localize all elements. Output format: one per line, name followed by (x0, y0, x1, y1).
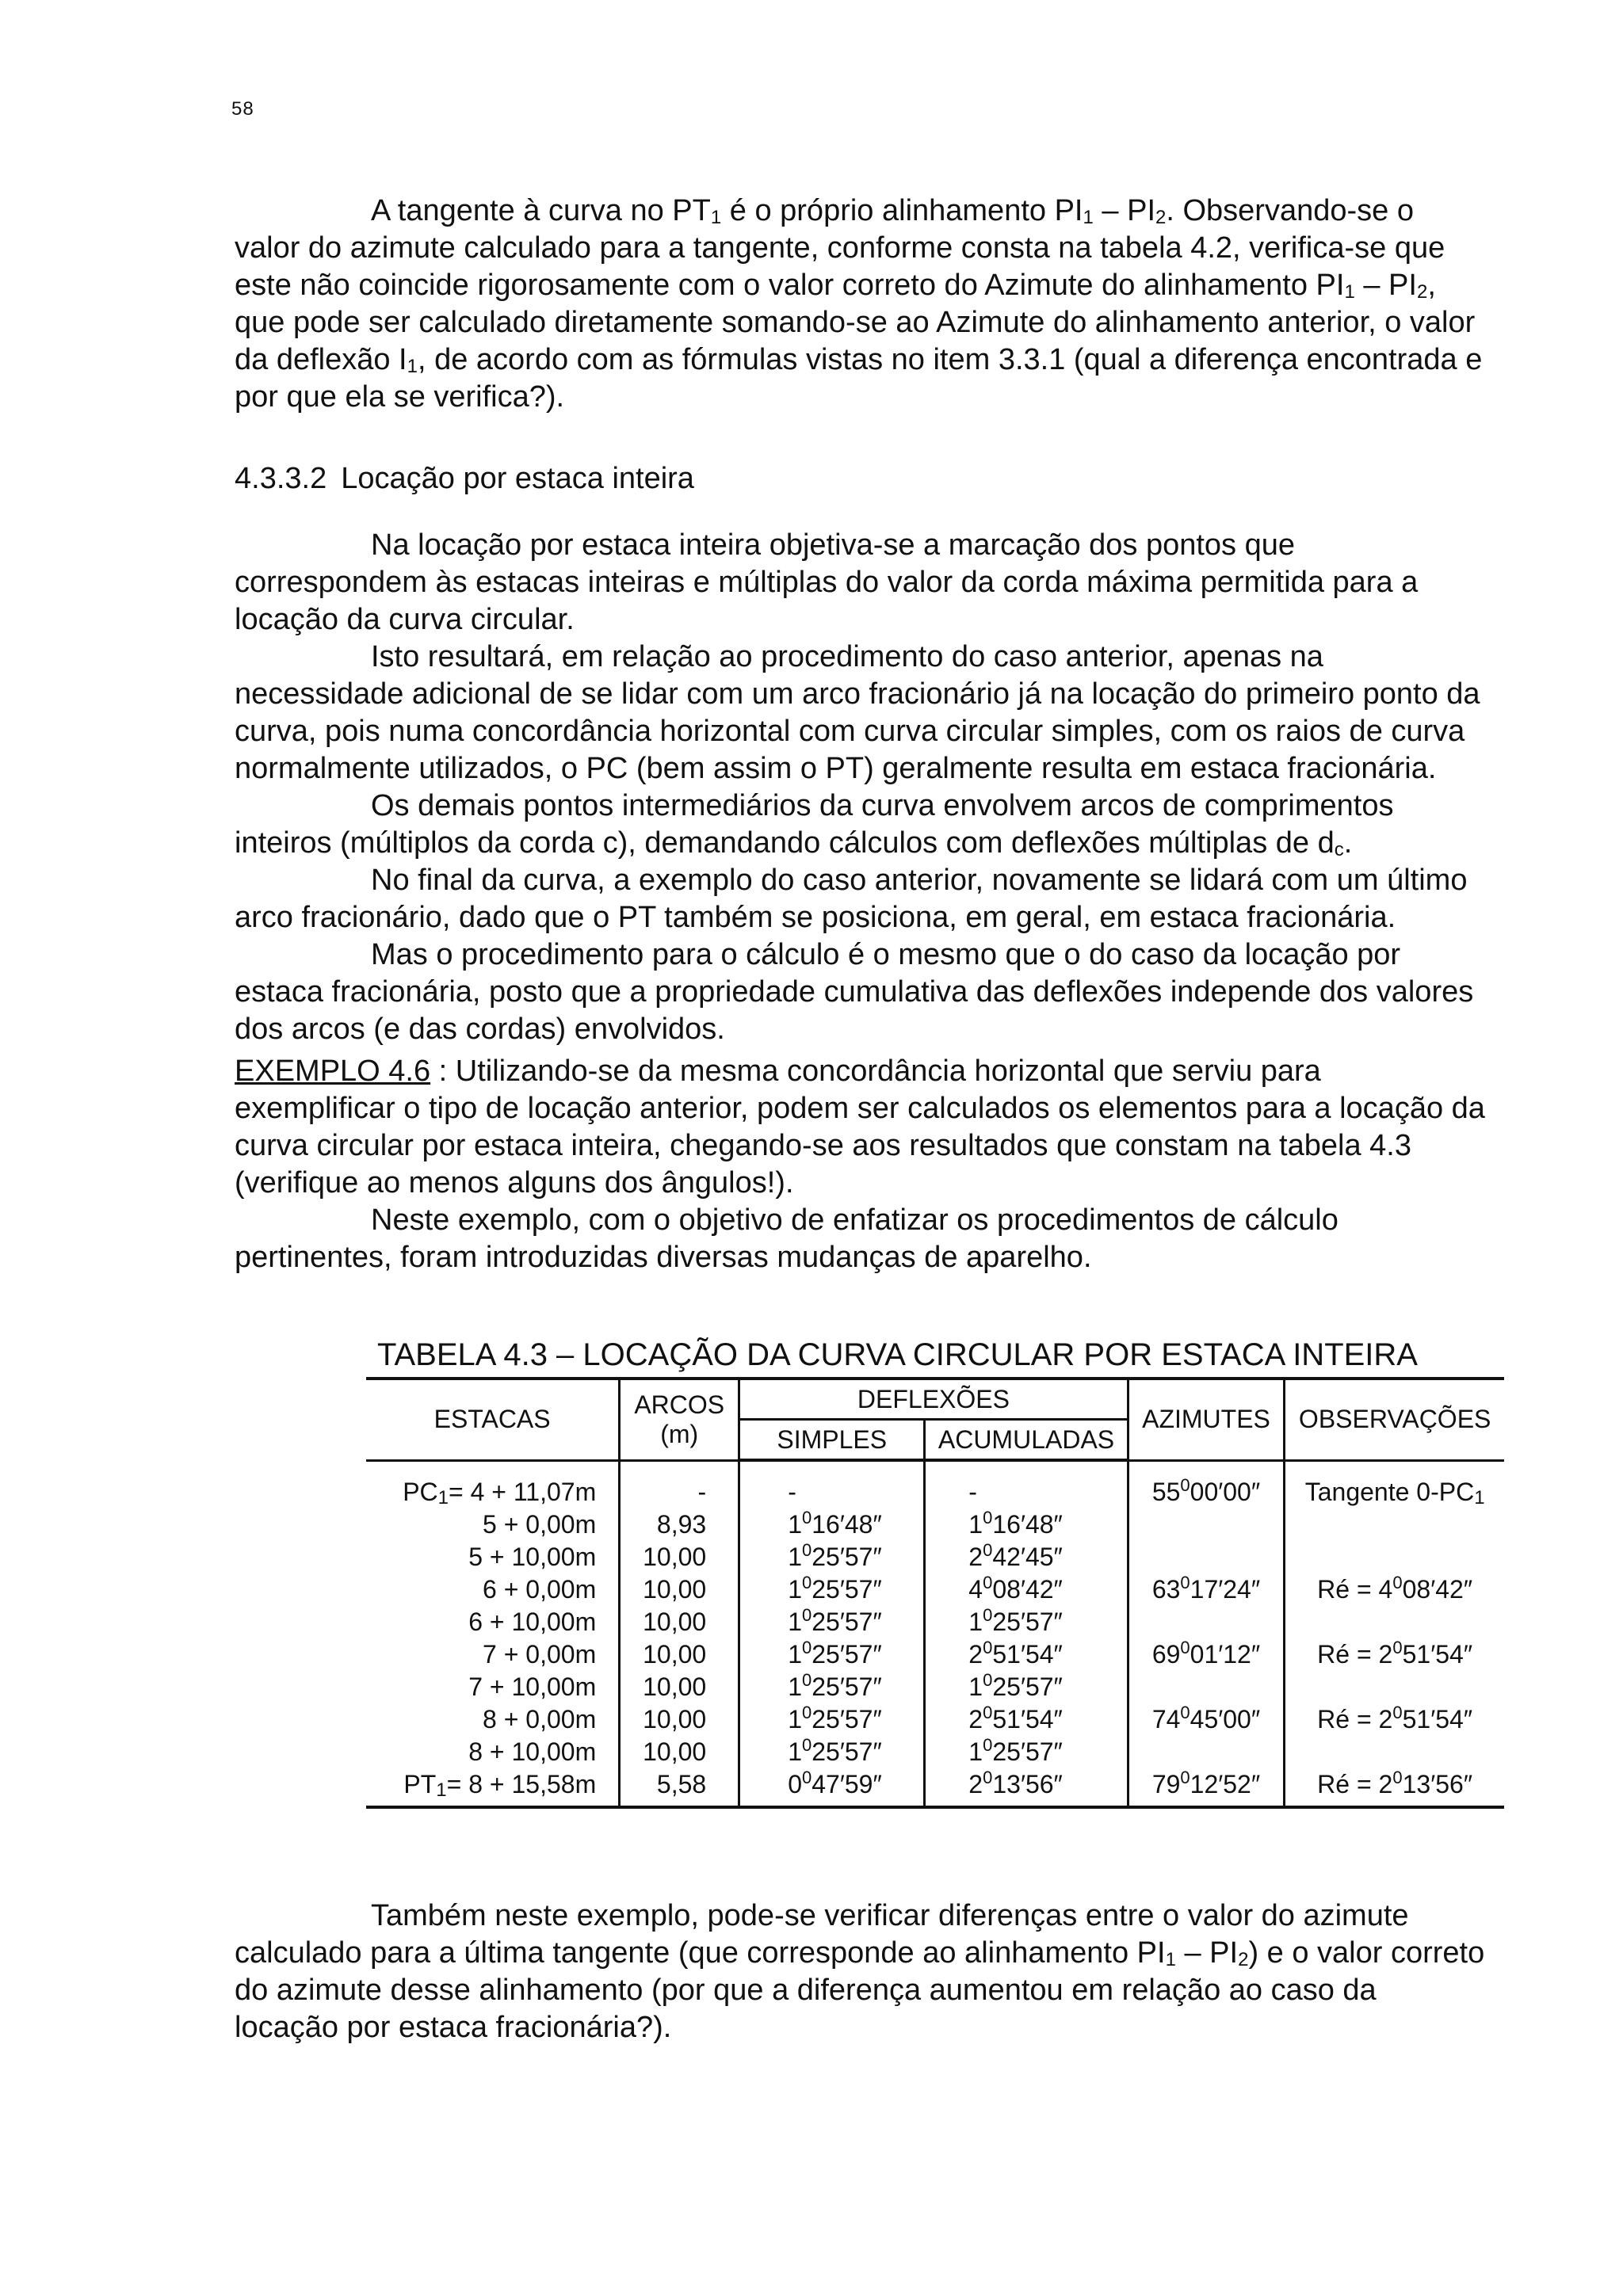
header-estacas: ESTACAS (366, 1379, 620, 1460)
cell-acumuladas: $2^051'54''$ (925, 1703, 1128, 1736)
stake-table (366, 1377, 1504, 1809)
cell-estaca: 8 + 0,00m (366, 1703, 620, 1736)
cell-estaca: 5 + 10,00m (366, 1541, 620, 1573)
header-acumuladas: ACUMULADAS (925, 1420, 1128, 1461)
cell-estaca: 6 + 10,00m (366, 1606, 620, 1638)
body-paragraph-6: Neste exemplo, com o objetivo de enfatizar os procedimentos de cálculo pertinentes, foram introduzidas diversas mudanças de aparelho. (235, 1203, 1338, 1274)
page-number: 58 (231, 98, 254, 120)
cell-acumuladas: $1^016'48''$ (925, 1508, 1128, 1541)
header-simples: SIMPLES (739, 1420, 925, 1461)
cell-acumuladas: - (925, 1460, 1128, 1508)
cell-arco: 10,00 (620, 1573, 739, 1606)
cell-simples: - (739, 1460, 925, 1508)
section-title: Locação por estaca inteira (341, 462, 694, 495)
cell-azimute (1128, 1671, 1285, 1703)
cell-observacao (1285, 1541, 1504, 1573)
table-row (366, 1573, 1504, 1606)
table-row (366, 1460, 1504, 1508)
intro-paragraph (235, 193, 1487, 416)
cell-acumuladas: $2^051'54''$ (925, 1638, 1128, 1671)
table-title: TABELA 4.3 – LOCAÇÃO DA CURVA CIRCULAR POR ESTACA INTEIRA (377, 1337, 1418, 1372)
cell-simples: $1^025'57''$ (739, 1671, 925, 1703)
cell-arco: 10,00 (620, 1736, 739, 1768)
cell-arco: 5,58 (620, 1768, 739, 1807)
table-row (366, 1736, 1504, 1768)
cell-simples: $1^025'57''$ (739, 1573, 925, 1606)
table-row (366, 1508, 1504, 1541)
tangent-paragraph: A tangente à curva no $PT_1$ é o próprio alinhamento $PI_1 - PI_2$. Observando-se o valor do azimute calculado para a tangente, conforme consta na tabela 4.2, verifica-se que este não coincide rigorosamente com o valor correto do Azimute do alinhamento $PI_1 - PI_2$, que pode ser calculado diretamente somando-se ao Azimute do alinhamento anterior, o valor da deflexão $I_1$, de acordo com as fórmulas vistas no item 3.3.1 (qual a diferença encontrada e por que ela se verifica?). (235, 194, 1483, 414)
cell-simples: $1^016'48''$ (739, 1508, 925, 1541)
cell-acumuladas: $4^008'42''$ (925, 1573, 1128, 1606)
table-row (366, 1703, 1504, 1736)
cell-arco: 10,00 (620, 1638, 739, 1671)
cell-estaca: 7 + 0,00m (366, 1638, 620, 1671)
header-deflexoes: DEFLEXÕES (739, 1379, 1128, 1420)
cell-acumuladas: $1^025'57''$ (925, 1671, 1128, 1703)
body-paragraph-5: Mas o procedimento para o cálculo é o mesmo que o do caso da locação por estaca fracionária, posto que a propriedade cumulativa das deflexões independe dos valores dos arcos (e das cordas) envolvidos. (235, 938, 1474, 1046)
cell-azimute: $55^000'00''$ (1128, 1460, 1285, 1508)
header-azimutes: AZIMUTES (1128, 1379, 1285, 1460)
cell-observacao: Ré = $4^008'42''$ (1285, 1573, 1504, 1606)
cell-observacao: Ré = $2^013'56''$ (1285, 1768, 1504, 1807)
cell-arco: 10,00 (620, 1606, 739, 1638)
header-arcos: ARCOS (m) (620, 1379, 739, 1460)
cell-estaca: 6 + 0,00m (366, 1573, 620, 1606)
header-observacoes: OBSERVAÇÕES (1285, 1379, 1504, 1460)
cell-estaca: 8 + 10,00m (366, 1736, 620, 1768)
cell-simples: $0^047'59''$ (739, 1768, 925, 1807)
cell-azimute (1128, 1606, 1285, 1638)
cell-observacao: Ré = $2^051'54''$ (1285, 1638, 1504, 1671)
cell-simples: $1^025'57''$ (739, 1638, 925, 1671)
section-heading (235, 462, 694, 496)
cell-observacao (1285, 1508, 1504, 1541)
cell-observacao (1285, 1671, 1504, 1703)
cell-azimute (1128, 1541, 1285, 1573)
cell-simples: $1^025'57''$ (739, 1541, 925, 1573)
cell-estaca: $PC_1= 4 + 11,07m$ (366, 1460, 620, 1508)
section-number: 4.3.3.2 (235, 462, 327, 495)
example-label: EXEMPLO 4.6 (235, 1055, 431, 1088)
cell-estaca: 5 + 0,00m (366, 1508, 620, 1541)
cell-simples: $1^025'57''$ (739, 1736, 925, 1768)
cell-acumuladas: $2^042'45''$ (925, 1541, 1128, 1573)
cell-simples: $1^025'57''$ (739, 1703, 925, 1736)
cell-observacao (1285, 1606, 1504, 1638)
table-row (366, 1638, 1504, 1671)
cell-arco: 10,00 (620, 1671, 739, 1703)
cell-arco: 10,00 (620, 1541, 739, 1573)
cell-observacao: Tangente $0-PC_1$ (1285, 1460, 1504, 1508)
cell-acumuladas: $1^025'57''$ (925, 1606, 1128, 1638)
cell-acumuladas: $1^025'57''$ (925, 1736, 1128, 1768)
body-paragraph-3: Os demais pontos intermediários da curva envolvem arcos de comprimentos inteiros (múltiplos da corda c), demandando cálculos com deflexões múltiplas de $d_c$. (235, 789, 1394, 860)
cell-azimute (1128, 1736, 1285, 1768)
cell-arco: 8,93 (620, 1508, 739, 1541)
body-paragraph-4: No final da curva, a exemplo do caso anterior, novamente se lidará com um último arco fracionário, dado que o PT também se posiciona, em geral, em estaca fracionária. (235, 864, 1468, 934)
table-row (366, 1541, 1504, 1573)
closing-paragraph: Também neste exemplo, pode-se verificar diferenças entre o valor do azimute calculado para a última tangente (que corresponde ao alinhamento $PI_1 - PI_2$) e o valor correto do azimute desse alinhamento (por que a diferença aumentou em relação ao caso da locação por estaca fracionária?). (235, 1899, 1485, 2044)
cell-azimute (1128, 1508, 1285, 1541)
table-row (366, 1768, 1504, 1807)
cell-estaca: 7 + 10,00m (366, 1671, 620, 1703)
cell-acumuladas: $2^013'56''$ (925, 1768, 1128, 1807)
cell-azimute: $79^012'52''$ (1128, 1768, 1285, 1807)
body-paragraph-2: Isto resultará, em relação ao procedimento do caso anterior, apenas na necessidade adicional de se lidar com um arco fracionário já na locação do primeiro ponto da curva, pois numa concordância horizontal com curva circular simples, com os raios de curva normalmente utilizados, o PC (bem assim o PT) geralmente resulta em estaca fracionária. (235, 640, 1480, 785)
cell-azimute: $69^001'12''$ (1128, 1638, 1285, 1671)
section-body (235, 527, 1487, 1276)
cell-observacao: Ré = $2^051'54''$ (1285, 1703, 1504, 1736)
cell-arco: - (620, 1460, 739, 1508)
cell-azimute: $63^017'24''$ (1128, 1573, 1285, 1606)
table-row (366, 1606, 1504, 1638)
cell-estaca: $PT_1= 8 + 15,58m$ (366, 1768, 620, 1807)
cell-observacao (1285, 1736, 1504, 1768)
cell-simples: $1^025'57''$ (739, 1606, 925, 1638)
cell-arco: 10,00 (620, 1703, 739, 1736)
cell-azimute: $74^045'00''$ (1128, 1703, 1285, 1736)
body-paragraph-1: Na locação por estaca inteira objetiva-se a marcação dos pontos que correspondem às estacas inteiras e múltiplas do valor da corda máxima permitida para a locação da curva circular. (235, 528, 1419, 636)
table-row (366, 1671, 1504, 1703)
example-paragraph: EXEMPLO 4.6 : Utilizando-se da mesma concordância horizontal que serviu para exemplificar o tipo de locação anterior, podem ser calculados os elementos para a locação da curva circular por estaca inteira, chegando-se aos resultados que constam na tabela 4.3 (verifique ao menos alguns dos ângulos!). (235, 1055, 1485, 1199)
